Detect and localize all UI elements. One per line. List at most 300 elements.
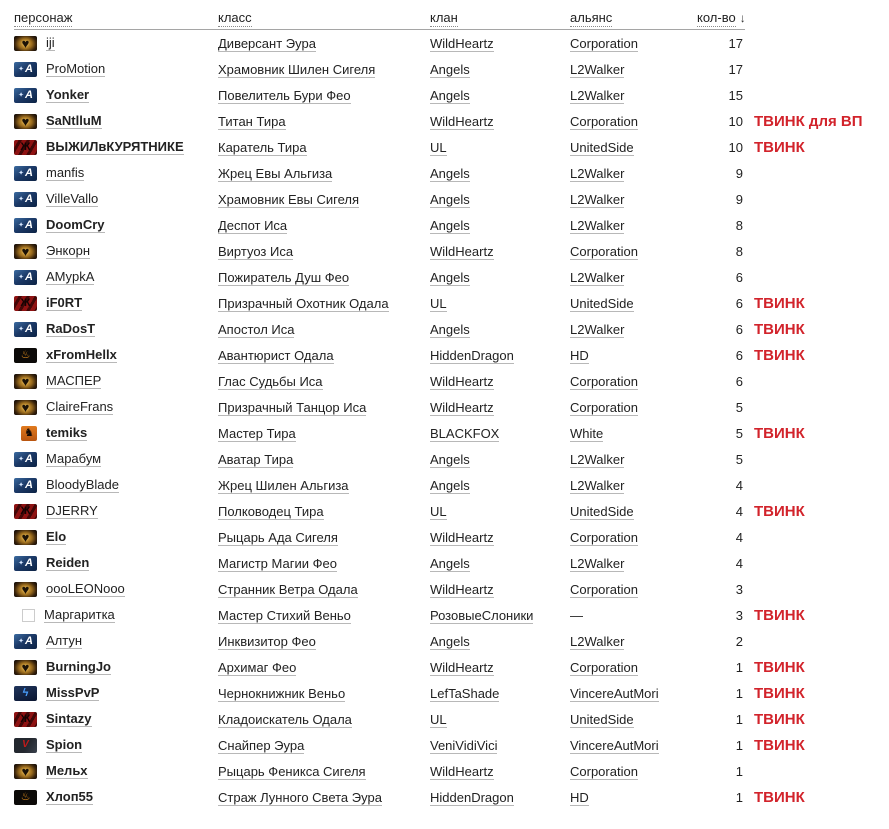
class-link[interactable]: Виртуоз Иса: [218, 243, 294, 259]
twink-note: ТВИНК для ВП: [754, 112, 863, 130]
clan-cell: [430, 634, 570, 649]
clan-cell: [430, 348, 570, 363]
wildheartz-crest-icon: ♥: [14, 582, 37, 597]
character-link[interactable]: Алтун: [46, 633, 83, 648]
clan-cell: [430, 686, 570, 701]
column-header-clan: [430, 10, 570, 25]
table-body: [14, 30, 889, 810]
alliance-cell: [570, 400, 697, 415]
alliance-cell: [570, 686, 697, 701]
character-link[interactable]: RaDosT: [46, 321, 96, 336]
alliance-link[interactable]: UnitedSide: [570, 711, 634, 727]
count-value: 6: [735, 269, 743, 285]
class-cell: [218, 348, 430, 363]
character-cell: [14, 711, 218, 727]
character-link[interactable]: BloodyBlade: [46, 477, 119, 492]
venividivici-crest-icon: V: [14, 738, 37, 753]
clan-link[interactable]: WildHeartz: [430, 113, 494, 129]
character-cell: [14, 659, 218, 675]
alliance-cell: [570, 530, 697, 545]
character-cell: [14, 789, 218, 805]
alliance-link[interactable]: Corporation: [570, 763, 638, 779]
table-row: [14, 576, 889, 602]
count-value: 1: [735, 763, 743, 779]
class-cell: [218, 36, 430, 51]
class-link[interactable]: Повелитель Бури Фео: [218, 87, 351, 103]
character-link[interactable]: МАСПЕР: [46, 373, 102, 388]
class-link[interactable]: Пожиратель Душ Фео: [218, 269, 350, 285]
clan-cell: [430, 790, 570, 805]
sort-by-clan-link[interactable]: клан: [430, 9, 458, 25]
clan-link[interactable]: WildHeartz: [430, 581, 494, 597]
clan-link[interactable]: UL: [430, 711, 447, 727]
class-link[interactable]: Апостол Иса: [218, 321, 295, 337]
class-link[interactable]: Жрец Евы Альгиза: [218, 165, 333, 181]
clan-link[interactable]: Angels: [430, 477, 470, 493]
clan-cell: [430, 582, 570, 597]
table-row: [14, 316, 889, 342]
angels-crest-icon: ✦ A: [14, 322, 37, 337]
class-cell: [218, 686, 430, 701]
class-link[interactable]: Инквизитор Фео: [218, 633, 316, 649]
count-value: 4: [735, 503, 743, 519]
clan-link[interactable]: Angels: [430, 269, 470, 285]
character-link[interactable]: iji: [46, 35, 55, 50]
alliance-cell: [570, 712, 697, 727]
twink-note: ТВИНК: [754, 658, 805, 676]
class-link[interactable]: Деспот Иса: [218, 217, 288, 233]
character-link[interactable]: Elo: [46, 529, 67, 544]
alliance-cell: [570, 426, 697, 441]
character-cell: [14, 633, 218, 649]
character-cell: [14, 191, 218, 207]
class-link[interactable]: Рыцарь Феникса Сигеля: [218, 763, 366, 779]
character-cell: [14, 607, 218, 623]
count-value: 17: [728, 35, 743, 51]
character-cell: [14, 295, 218, 311]
alliance-cell: [570, 790, 697, 805]
class-link[interactable]: Каратель Тира: [218, 139, 307, 155]
clan-cell: [430, 608, 570, 623]
class-cell: [218, 790, 430, 805]
angels-crest-icon: ✦ A: [14, 270, 37, 285]
clan-cell: [430, 192, 570, 207]
count-value: 6: [735, 373, 743, 389]
table-row: [14, 524, 889, 550]
clan-link[interactable]: WildHeartz: [430, 529, 494, 545]
wildheartz-crest-icon: ♥: [14, 660, 37, 675]
class-cell: [218, 374, 430, 389]
wildheartz-crest-icon: ♥: [14, 36, 37, 51]
alliance-link[interactable]: HD: [570, 347, 589, 363]
wildheartz-crest-icon: ♥: [14, 374, 37, 389]
clan-link[interactable]: WildHeartz: [430, 763, 494, 779]
alliance-link: —: [570, 607, 583, 623]
sort-by-count-link[interactable]: кол-во: [697, 9, 736, 25]
twink-note: ТВИНК: [754, 294, 805, 312]
clan-link[interactable]: Angels: [430, 217, 470, 233]
character-cell: [14, 503, 218, 519]
alliance-link[interactable]: Corporation: [570, 529, 638, 545]
column-header-class: [218, 10, 430, 25]
clan-link[interactable]: UL: [430, 295, 447, 311]
character-cell: [14, 113, 218, 129]
character-link[interactable]: Хлоп55: [46, 789, 94, 804]
class-cell: [218, 634, 430, 649]
character-link[interactable]: iF0RT: [46, 295, 83, 310]
class-cell: [218, 764, 430, 779]
twink-note: ТВИНК: [754, 502, 805, 520]
count-value: 6: [735, 347, 743, 363]
class-link[interactable]: Храмовник Шилен Сигеля: [218, 61, 376, 77]
ul-crest-icon: Ж: [14, 504, 37, 519]
table-row: [14, 394, 889, 420]
class-cell: [218, 582, 430, 597]
count-value: 17: [728, 61, 743, 77]
character-cell: [14, 477, 218, 493]
character-link[interactable]: AMypkA: [46, 269, 95, 284]
angels-crest-icon: ✦ A: [14, 192, 37, 207]
clan-link[interactable]: HiddenDragon: [430, 347, 514, 363]
class-link[interactable]: Снайпер Эура: [218, 737, 305, 753]
character-link[interactable]: Yonker: [46, 87, 90, 102]
clan-cell: [430, 296, 570, 311]
class-cell: [218, 660, 430, 675]
alliance-link[interactable]: UnitedSide: [570, 295, 634, 311]
character-cell: [14, 529, 218, 545]
alliance-link[interactable]: L2Walker: [570, 477, 625, 493]
alliance-link[interactable]: Corporation: [570, 243, 638, 259]
class-link[interactable]: Аватар Тира: [218, 451, 294, 467]
alliance-cell: [570, 140, 697, 155]
class-link[interactable]: Призрачный Танцор Иса: [218, 399, 367, 415]
alliance-cell: [570, 36, 697, 51]
count-value: 2: [735, 633, 743, 649]
table-row: [14, 654, 889, 680]
clan-cell: [430, 322, 570, 337]
clan-cell: [430, 166, 570, 181]
character-cell: [14, 425, 218, 441]
count-value: 15: [728, 87, 743, 103]
class-link[interactable]: Авантюрист Одала: [218, 347, 334, 363]
class-cell: [218, 452, 430, 467]
alliance-link[interactable]: Corporation: [570, 35, 638, 51]
sort-by-alliance-link[interactable]: альянс: [570, 9, 613, 25]
clan-cell: [430, 530, 570, 545]
clan-link[interactable]: Angels: [430, 61, 470, 77]
clan-link[interactable]: Angels: [430, 633, 470, 649]
table-row: [14, 628, 889, 654]
sort-desc-arrow-icon: ↓: [739, 10, 746, 25]
clan-link[interactable]: Angels: [430, 165, 470, 181]
count-value: 9: [735, 191, 743, 207]
clan-link[interactable]: WildHeartz: [430, 35, 494, 51]
table-row: [14, 160, 889, 186]
clan-link[interactable]: LefTaShade: [430, 685, 500, 701]
character-cell: [14, 165, 218, 181]
class-cell: [218, 244, 430, 259]
clan-link[interactable]: WildHeartz: [430, 659, 494, 675]
class-cell: [218, 296, 430, 311]
table-row: [14, 602, 889, 628]
alliance-cell: [570, 270, 697, 285]
class-link[interactable]: Титан Тира: [218, 113, 286, 129]
clan-cell: [430, 556, 570, 571]
table-row: [14, 186, 889, 212]
alliance-cell: [570, 452, 697, 467]
alliance-cell: [570, 296, 697, 311]
clan-cell: [430, 114, 570, 129]
character-link[interactable]: BurningJo: [46, 659, 111, 674]
clan-link[interactable]: Angels: [430, 191, 470, 207]
class-link[interactable]: Магистр Магии Фео: [218, 555, 337, 571]
character-cell: [14, 61, 218, 77]
character-link[interactable]: Маргаритка: [44, 607, 115, 622]
class-cell: [218, 738, 430, 753]
angels-crest-icon: ✦ A: [14, 88, 37, 103]
alliance-cell: [570, 764, 697, 779]
table-row: [14, 550, 889, 576]
ul-crest-icon: Ж: [14, 712, 37, 727]
alliance-link[interactable]: L2Walker: [570, 269, 625, 285]
class-link[interactable]: Храмовник Евы Сигеля: [218, 191, 360, 207]
class-link[interactable]: Чернокнижник Веньо: [218, 685, 346, 701]
character-link[interactable]: Энкорн: [46, 243, 90, 258]
angels-crest-icon: ✦ A: [14, 452, 37, 467]
twink-note: ТВИНК: [754, 346, 805, 364]
character-cell: [14, 685, 218, 701]
character-cell: [14, 243, 218, 259]
column-header-alliance: [570, 10, 697, 25]
clan-cell: [430, 244, 570, 259]
count-value: 4: [735, 555, 743, 571]
clan-cell: [430, 218, 570, 233]
clan-cell: [430, 764, 570, 779]
character-link[interactable]: ProMotion: [46, 61, 106, 76]
class-cell: [218, 400, 430, 415]
angels-crest-icon: ✦ A: [14, 556, 37, 571]
character-cell: [14, 87, 218, 103]
clan-link[interactable]: UL: [430, 139, 447, 155]
count-value: 8: [735, 243, 743, 259]
sort-by-class-link[interactable]: класс: [218, 9, 252, 25]
character-cell: [14, 555, 218, 571]
wildheartz-crest-icon: ♥: [14, 530, 37, 545]
hiddendragon-crest-icon: ♨: [14, 790, 37, 805]
twink-note: ТВИНК: [754, 138, 805, 156]
clan-cell: [430, 504, 570, 519]
alliance-cell: [570, 62, 697, 77]
empty-crest-icon: [22, 609, 35, 622]
alliance-link[interactable]: White: [570, 425, 604, 441]
count-value: 5: [735, 425, 743, 441]
class-link[interactable]: Мастер Стихий Веньо: [218, 607, 351, 623]
clan-cell: [430, 400, 570, 415]
alliance-link[interactable]: L2Walker: [570, 451, 625, 467]
class-link[interactable]: Архимаг Фео: [218, 659, 297, 675]
count-value: 6: [735, 321, 743, 337]
clan-link[interactable]: Angels: [430, 87, 470, 103]
clan-link[interactable]: WildHeartz: [430, 243, 494, 259]
character-link[interactable]: ClaireFrans: [46, 399, 114, 414]
clan-link[interactable]: РозовыеСлоники: [430, 607, 534, 623]
clan-link[interactable]: Angels: [430, 555, 470, 571]
class-cell: [218, 608, 430, 623]
column-header-character: [14, 10, 218, 25]
character-link[interactable]: MissPvP: [46, 685, 100, 700]
class-cell: [218, 114, 430, 129]
table-row: [14, 342, 889, 368]
alliance-link[interactable]: Corporation: [570, 113, 638, 129]
table-row: [14, 30, 889, 56]
class-link[interactable]: Мастер Тира: [218, 425, 296, 441]
class-link[interactable]: Диверсант Эура: [218, 35, 316, 51]
clan-cell: [430, 426, 570, 441]
leftashade-crest-icon: ϟ: [14, 686, 37, 701]
character-cell: [14, 737, 218, 753]
count-value: 3: [735, 581, 743, 597]
table-row: [14, 212, 889, 238]
clan-link[interactable]: Angels: [430, 321, 470, 337]
class-link[interactable]: Призрачный Охотник Одала: [218, 295, 389, 311]
class-cell: [218, 62, 430, 77]
alliance-link[interactable]: HD: [570, 789, 589, 805]
alliance-cell: [570, 660, 697, 675]
character-link[interactable]: VilleVallo: [46, 191, 99, 206]
alliance-link[interactable]: L2Walker: [570, 555, 625, 571]
angels-crest-icon: ✦ A: [14, 218, 37, 233]
alliance-cell: [570, 166, 697, 181]
clan-link[interactable]: BLACKFOX: [430, 425, 500, 441]
character-link[interactable]: xFromHellx: [46, 347, 117, 362]
alliance-cell: [570, 608, 697, 623]
clan-link[interactable]: HiddenDragon: [430, 789, 514, 805]
table-row: [14, 758, 889, 784]
alliance-link[interactable]: Corporation: [570, 373, 638, 389]
alliance-link[interactable]: UnitedSide: [570, 139, 634, 155]
character-link[interactable]: temiks: [46, 425, 88, 440]
hiddendragon-crest-icon: ♨: [14, 348, 37, 363]
class-link[interactable]: Полководец Тира: [218, 503, 324, 519]
character-link[interactable]: DJERRY: [46, 503, 98, 518]
table-row: [14, 108, 889, 134]
clan-link[interactable]: Angels: [430, 451, 470, 467]
character-link[interactable]: Spion: [46, 737, 83, 752]
class-link[interactable]: Глас Судьбы Иса: [218, 373, 323, 389]
class-link[interactable]: Кладоискатель Одала: [218, 711, 352, 727]
class-cell: [218, 218, 430, 233]
table-row: [14, 680, 889, 706]
count-value: 8: [735, 217, 743, 233]
alliance-link[interactable]: L2Walker: [570, 633, 625, 649]
character-cell: [14, 763, 218, 779]
twink-note: ТВИНК: [754, 606, 805, 624]
clan-link[interactable]: WildHeartz: [430, 399, 494, 415]
count-value: 5: [735, 451, 743, 467]
clan-link[interactable]: UL: [430, 503, 447, 519]
class-link[interactable]: Жрец Шилен Альгиза: [218, 477, 349, 493]
count-value: 1: [735, 737, 743, 753]
table-header: [14, 5, 745, 30]
alliance-link[interactable]: L2Walker: [570, 87, 625, 103]
character-link[interactable]: Reiden: [46, 555, 90, 570]
alliance-link[interactable]: Corporation: [570, 659, 638, 675]
wildheartz-crest-icon: ♥: [14, 114, 37, 129]
alliance-cell: [570, 322, 697, 337]
sort-by-character-link[interactable]: персонаж: [14, 9, 73, 25]
alliance-link[interactable]: L2Walker: [570, 217, 625, 233]
character-cell: [14, 321, 218, 337]
character-link[interactable]: ВЫЖИЛвКУРЯТНИКЕ: [46, 139, 184, 154]
character-link[interactable]: SaNtlluM: [46, 113, 102, 128]
character-link[interactable]: oooLEONooo: [46, 581, 125, 596]
class-link[interactable]: Страж Лунного Света Эура: [218, 789, 382, 805]
alliance-link[interactable]: VincereAutMori: [570, 685, 659, 701]
character-cell: [14, 217, 218, 233]
angels-crest-icon: ✦ A: [14, 634, 37, 649]
alliance-link[interactable]: L2Walker: [570, 321, 625, 337]
alliance-cell: [570, 478, 697, 493]
character-link[interactable]: Мельх: [46, 763, 88, 778]
class-cell: [218, 478, 430, 493]
clan-link[interactable]: WildHeartz: [430, 373, 494, 389]
table-row: [14, 784, 889, 810]
count-value: 3: [735, 607, 743, 623]
character-link[interactable]: manfis: [46, 165, 85, 180]
character-link[interactable]: Sintazy: [46, 711, 92, 726]
count-value: 4: [735, 477, 743, 493]
alliance-cell: [570, 582, 697, 597]
ul-crest-icon: Ж: [14, 140, 37, 155]
table-row: [14, 732, 889, 758]
clan-cell: [430, 660, 570, 675]
class-link[interactable]: Странник Ветра Одала: [218, 581, 358, 597]
angels-crest-icon: ✦ A: [14, 478, 37, 493]
count-value: 6: [735, 295, 743, 311]
character-link[interactable]: DoomCry: [46, 217, 105, 232]
clan-link[interactable]: VeniVidiVici: [430, 737, 498, 753]
twink-note: ТВИНК: [754, 710, 805, 728]
clan-cell: [430, 62, 570, 77]
table-row: [14, 498, 889, 524]
table-row: [14, 56, 889, 82]
angels-crest-icon: ✦ A: [14, 166, 37, 181]
alliance-link[interactable]: L2Walker: [570, 61, 625, 77]
character-cell: [14, 139, 218, 155]
alliance-link[interactable]: L2Walker: [570, 191, 625, 207]
alliance-link[interactable]: UnitedSide: [570, 503, 634, 519]
twink-note: ТВИНК: [754, 684, 805, 702]
count-value: 10: [728, 139, 743, 155]
alliance-link[interactable]: L2Walker: [570, 165, 625, 181]
alliance-link[interactable]: Corporation: [570, 399, 638, 415]
alliance-link[interactable]: Corporation: [570, 581, 638, 597]
twink-note: ТВИНК: [754, 424, 805, 442]
alliance-cell: [570, 88, 697, 103]
count-value: 1: [735, 789, 743, 805]
clan-cell: [430, 478, 570, 493]
table-row: [14, 290, 889, 316]
twink-note: ТВИНК: [754, 736, 805, 754]
twink-note: ТВИНК: [754, 788, 805, 806]
alliance-link[interactable]: VincereAutMori: [570, 737, 659, 753]
table-row: [14, 238, 889, 264]
class-link[interactable]: Рыцарь Ада Сигеля: [218, 529, 338, 545]
clan-cell: [430, 712, 570, 727]
character-cell: [14, 451, 218, 467]
character-link[interactable]: Марабум: [46, 451, 102, 466]
class-cell: [218, 140, 430, 155]
